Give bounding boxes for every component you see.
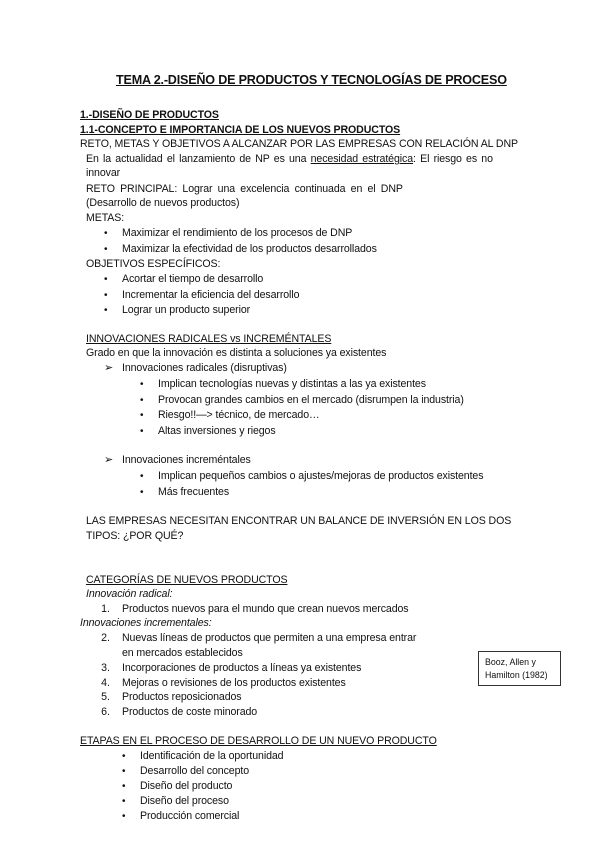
- categorias-heading: CATEGORÍAS DE NUEVOS PRODUCTOS: [86, 574, 288, 586]
- list-item: Productos reposicionados: [122, 691, 242, 703]
- bullet-glyph: •: [122, 766, 126, 777]
- list-item: Maximizar el rendimiento de los procesos de DNP: [122, 227, 353, 239]
- list-item: Altas inversiones y riegos: [158, 425, 276, 437]
- bullet-glyph: •: [104, 290, 108, 301]
- bullet-glyph: •: [104, 274, 108, 285]
- reference-box: [478, 651, 561, 686]
- bullet-glyph: •: [122, 751, 126, 762]
- metas-label: METAS:: [86, 212, 125, 224]
- bullet-glyph: •: [104, 305, 108, 316]
- list-item-continuation: en mercados establecidos: [122, 647, 243, 659]
- list-number: 6.: [101, 706, 110, 718]
- reference-line-1: Booz, Allen y: [485, 657, 536, 667]
- arrow-bullet-icon: ➢: [104, 454, 114, 466]
- radical-label: Innovación radical:: [86, 588, 173, 600]
- list-number: 2.: [101, 632, 110, 644]
- actualidad-emphasis: necesidad estratégica: [310, 153, 414, 165]
- list-item: Riesgo!!—> técnico, de mercado…: [158, 409, 320, 421]
- list-item: Provocan grandes cambios en el mercado (disrumpen la industria): [158, 394, 464, 406]
- innovaciones-intro: Grado en que la innovación es distinta a soluciones ya existentes: [86, 347, 387, 359]
- reto-line: RETO, METAS Y OBJETIVOS A ALCANZAR POR LAS EMPRESAS CON RELACIÓN AL DNP: [80, 138, 518, 150]
- list-item: Nuevas líneas de productos que permiten a una empresa entrar: [122, 632, 417, 644]
- actualidad-text-a: En la actualidad el lanzamiento de NP es una: [86, 153, 307, 165]
- list-item: Producción comercial: [140, 810, 240, 822]
- list-number: 3.: [101, 662, 110, 674]
- actualidad-text-b: : El riesgo es no: [413, 153, 493, 165]
- bullet-glyph: •: [140, 487, 144, 498]
- list-item: Productos nuevos para el mundo que crean nuevos mercados: [122, 603, 409, 615]
- reto-principal: RETO PRINCIPAL: Lograr una excelencia continuada en el DNP: [86, 183, 403, 195]
- bullet-glyph: •: [140, 379, 144, 390]
- list-item: Implican tecnologías nuevas y distintas a las ya existentes: [158, 378, 426, 390]
- list-item: Acortar el tiempo de desarrollo: [122, 273, 264, 285]
- list-item: Más frecuentes: [158, 486, 230, 498]
- incrementales-label: Innovaciones increméntales: [122, 454, 251, 466]
- list-item: Identificación de la oportunidad: [140, 750, 284, 762]
- bullet-glyph: •: [104, 228, 108, 239]
- list-item: Incrementar la eficiencia del desarrollo: [122, 289, 300, 301]
- incremental-label: Innovaciones incrementales:: [80, 617, 212, 629]
- list-item: Implican pequeños cambios o ajustes/mejoras de productos existentes: [158, 470, 484, 482]
- list-number: 5.: [101, 691, 110, 703]
- section-heading: 1.-DISEÑO DE PRODUCTOS: [80, 109, 219, 121]
- reference-line-2: Hamilton (1982): [485, 670, 548, 680]
- list-item: Productos de coste minorado: [122, 706, 258, 718]
- etapas-heading: ETAPAS EN EL PROCESO DE DESARROLLO DE UN NUEVO PRODUCTO: [80, 735, 437, 747]
- list-item: Mejoras o revisiones de los productos existentes: [122, 677, 346, 689]
- list-item: Incorporaciones de productos a líneas ya existentes: [122, 662, 362, 674]
- list-item: Diseño del producto: [140, 780, 233, 792]
- list-number: 1.: [101, 603, 110, 615]
- reto-paren: (Desarrollo de nuevos productos): [86, 197, 240, 209]
- balance-line-1: LAS EMPRESAS NECESITAN ENCONTRAR UN BALANCE DE INVERSIÓN EN LOS DOS: [86, 515, 512, 527]
- list-item: Lograr un producto superior: [122, 304, 251, 316]
- radicales-label: Innovaciones radicales (disruptivas): [122, 362, 287, 374]
- actualidad-paragraph: [86, 153, 493, 166]
- bullet-glyph: •: [140, 395, 144, 406]
- bullet-glyph: •: [140, 471, 144, 482]
- innovaciones-heading: INNOVACIONES RADICALES vs INCREMÉNTALES: [86, 333, 332, 345]
- arrow-bullet-icon: ➢: [104, 362, 114, 374]
- list-number: 4.: [101, 677, 110, 689]
- bullet-glyph: •: [122, 781, 126, 792]
- objetivos-label: OBJETIVOS ESPECÍFICOS:: [86, 258, 221, 270]
- bullet-glyph: •: [122, 796, 126, 807]
- bullet-glyph: •: [104, 244, 108, 255]
- subsection-heading: 1.1-CONCEPTO E IMPORTANCIA DE LOS NUEVOS PRODUCTOS: [80, 124, 401, 136]
- list-item: Maximizar la efectividad de los productos desarrollados: [122, 243, 377, 255]
- list-item: Diseño del proceso: [140, 795, 229, 807]
- page-title: TEMA 2.-DISEÑO DE PRODUCTOS Y TECNOLOGÍAS DE PROCESO: [116, 73, 507, 87]
- bullet-glyph: •: [122, 811, 126, 822]
- bullet-glyph: •: [140, 410, 144, 421]
- balance-line-2: TIPOS: ¿POR QUÉ?: [86, 530, 184, 542]
- actualidad-continuation: innovar: [86, 167, 121, 179]
- list-item: Desarrollo del concepto: [140, 765, 249, 777]
- bullet-glyph: •: [140, 426, 144, 437]
